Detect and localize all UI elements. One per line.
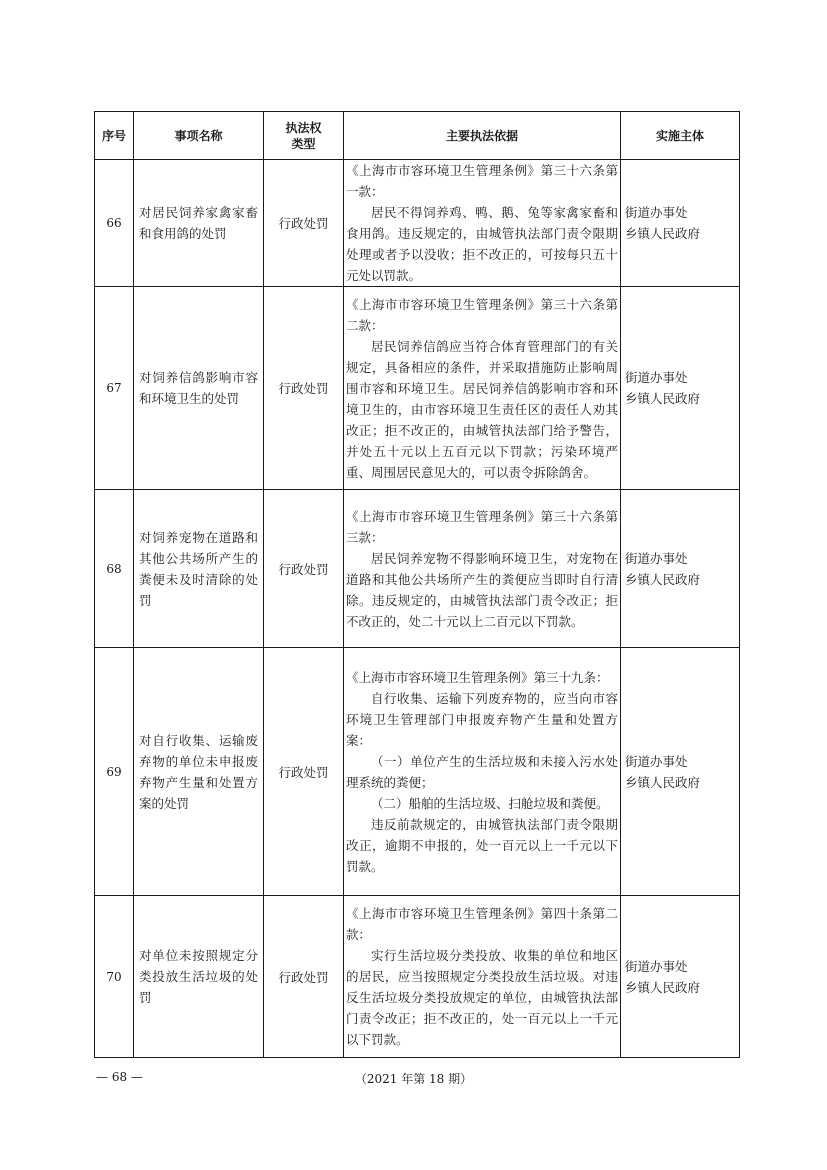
legal-basis xyxy=(344,648,621,896)
header-type-line2: 类型 xyxy=(291,136,316,151)
basis-paragraph: 居民不得饲养鸡、鸭、鹅、兔等家禽家畜和食用鸽。违反规定的，由城管执法部门责令限期处理或者予以没收；拒不改正的，可按每只五十元处以罚款。 xyxy=(346,205,618,283)
subject-line: 乡镇人民政府 xyxy=(625,774,701,790)
basis-paragraph: 自行收集、运输下列废弃物的，应当向市容环境卫生管理部门申报废弃物产生量和处置方案： xyxy=(346,690,618,748)
subject-line: 街道办事处 xyxy=(625,370,688,385)
basis-citation: 《上海市市容环境卫生管理条例》第四十条第二款： xyxy=(346,906,618,942)
header-basis: 主要执法依据 xyxy=(344,112,621,160)
legal-basis xyxy=(344,160,621,287)
enforcement-type: 行政处罚 xyxy=(264,896,344,1058)
item-name: 对自行收集、运输废弃物的单位未申报废弃物产生量和处置方案的处罚 xyxy=(134,648,264,896)
basis-citation: 《上海市市容环境卫生管理条例》第三十六条第二款： xyxy=(346,296,618,333)
header-type xyxy=(264,112,344,160)
subject-line: 街道办事处 xyxy=(625,958,688,974)
item-name: 对饲养信鸽影响市容和环境卫生的处罚 xyxy=(134,287,264,490)
enforcement-type: 行政处罚 xyxy=(264,160,344,287)
basis-paragraph: 居民饲养宠物不得影响环境卫生，对宠物在道路和其他公共场所产生的粪便应当即时自行清除。违反规定的，由城管执法部门责令改正；拒不改正的，处二十元以上二百元以下罚款。 xyxy=(346,550,618,629)
row-number: 70 xyxy=(95,896,134,1058)
subject-line: 乡镇人民政府 xyxy=(625,226,701,241)
row-number: 67 xyxy=(95,287,134,490)
subject-line: 乡镇人民政府 xyxy=(625,571,701,587)
implementing-body xyxy=(621,490,740,648)
row-number: 68 xyxy=(95,490,134,648)
table-row xyxy=(95,896,740,1058)
implementing-body xyxy=(621,160,740,287)
enforcement-type: 行政处罚 xyxy=(264,287,344,490)
subject-line: 街道办事处 xyxy=(625,205,688,220)
basis-paragraph: 违反前款规定的，由城管执法部门责令限期改正，逾期不申报的，处一百元以上一千元以下罚款。 xyxy=(346,816,618,874)
legal-basis xyxy=(344,896,621,1058)
item-name: 对单位未按照规定分类投放生活垃圾的处罚 xyxy=(134,896,264,1058)
header-no: 序号 xyxy=(95,112,134,160)
basis-paragraph: （一）单位产生的生活垃圾和未接入污水处理系统的粪便； xyxy=(346,753,618,790)
implementing-body xyxy=(621,896,740,1058)
basis-paragraph: 实行生活垃圾分类投放、收集的单位和地区的居民，应当按照规定分类投放生活垃圾。对违反生活垃圾分类投放规定的单位，由城管执法部门责令改正；拒不改正的，处一百元以上一千元以下罚款。 xyxy=(346,948,618,1047)
issue-label: （2021 年第 18 期） xyxy=(354,1072,473,1086)
header-type-line1: 执法权 xyxy=(285,120,322,135)
basis-paragraph: （二）船舶的生活垃圾、扫舱垃圾和粪便。 xyxy=(371,795,609,811)
table-row xyxy=(95,287,740,490)
implementing-body xyxy=(621,648,740,896)
basis-citation: 《上海市市容环境卫生管理条例》第三十九条： xyxy=(346,669,609,685)
subject-line: 乡镇人民政府 xyxy=(625,391,701,406)
subject-line: 乡镇人民政府 xyxy=(625,979,701,995)
item-name: 对居民饲养家禽家畜和食用鸽的处罚 xyxy=(134,160,264,287)
item-name: 对饲养宠物在道路和其他公共场所产生的粪便未及时清除的处罚 xyxy=(134,490,264,648)
legal-basis xyxy=(344,287,621,490)
page-number: — 68 — xyxy=(96,1070,143,1084)
legal-basis xyxy=(344,490,621,648)
enforcement-type: 行政处罚 xyxy=(264,490,344,648)
enforcement-items-table xyxy=(94,111,740,1058)
enforcement-type: 行政处罚 xyxy=(264,648,344,896)
basis-citation: 《上海市市容环境卫生管理条例》第三十六条第三款： xyxy=(346,508,618,545)
row-number: 66 xyxy=(95,160,134,287)
header-subject: 实施主体 xyxy=(621,112,740,160)
basis-paragraph: 居民饲养信鸽应当符合体育管理部门的有关规定，具备相应的条件，并采取措施防止影响周围市容和环境卫生。居民饲养信鸽影响市容和环境卫生的，由市容环境卫生责任区的责任人劝其改正；拒不改正的，由城管执法部门给予警告，并处五十元以上五百元以下罚款；污染环境严重、周围居民意见大的，可以责令拆除鸽舍。 xyxy=(346,338,618,480)
basis-citation: 《上海市市容环境卫生管理条例》第三十六条第一款： xyxy=(346,163,618,199)
table-header-row xyxy=(95,112,740,160)
table-row xyxy=(95,490,740,648)
subject-line: 街道办事处 xyxy=(625,550,688,566)
subject-line: 街道办事处 xyxy=(625,753,688,769)
row-number: 69 xyxy=(95,648,134,896)
table-row xyxy=(95,648,740,896)
header-name: 事项名称 xyxy=(134,112,264,160)
implementing-body xyxy=(621,287,740,490)
table-row xyxy=(95,160,740,287)
